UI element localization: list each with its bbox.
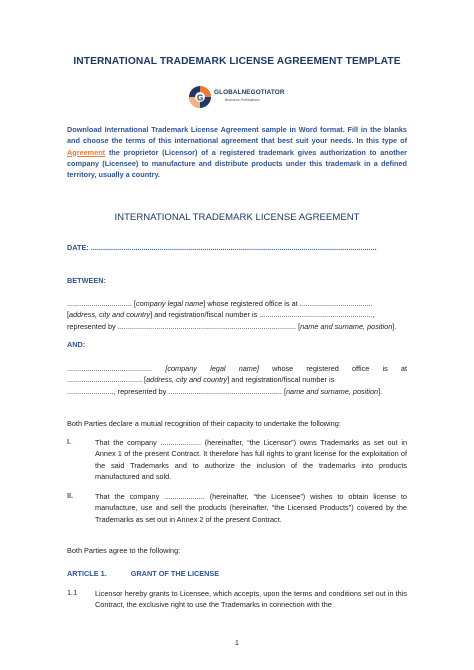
intro-text-2: the proprietor (Licensor) of a registered trademark gives authorization to another company (Licensee) to manufacture and distribute products under this trademark in a defined territory, usually a country. — [67, 147, 407, 180]
date-field: DATE: ............................................................................................................................................. — [67, 243, 377, 252]
between-label: BETWEEN: — [67, 276, 106, 285]
article-item-text: Licensor hereby grants to Licensee, which accepts, upon the terms and conditions set out in this Contract, the exclusive right to use the Trademarks in connection with the — [95, 589, 407, 610]
and-label: AND: — [67, 340, 86, 349]
licensee-line-3: ......................., represented by ........................................................ [name and surname, position]. — [67, 386, 383, 396]
intro-text-1: Download International Trademark License Agreement sample in Word format. Fill in the blanks and choose the terms of this international agreement that best suit your needs. In this type of — [67, 125, 407, 146]
globe-icon — [187, 84, 213, 110]
article-number: ARTICLE 1. — [67, 569, 107, 578]
licensor-line-3: represented by ........................................................................................ [name and surname, position]. — [67, 321, 397, 331]
article-item-number: 1.1 — [67, 588, 78, 597]
page-number: 1 — [235, 640, 239, 647]
licensee-line-2: ..................................... [address, city and country] and registration/fiscal number is — [67, 375, 335, 385]
agree-text: Both Parties agree to the following: — [67, 546, 181, 555]
agreement-heading: INTERNATIONAL TRADEMARK LICENSE AGREEMENT — [114, 212, 360, 223]
document-title: INTERNATIONAL TRADEMARK LICENSE AGREEMENT TEMPLATE — [73, 56, 401, 67]
agreement-link[interactable]: Agreement — [67, 147, 106, 157]
clause-text: That the company .................... (hereinafter, “the Licensor”) owns Trademarks as set out in Annex 1 of the present Contract. It therefore has full rights to grant license for the exploitation of the said Trademarks and to authorize the inclusion of the trademarks into products manufactured and sold. — [95, 438, 407, 481]
licensee-line-1: .......................................... [company legal name] whose registered office is at — [67, 364, 407, 373]
globalnegotiator-logo — [187, 83, 287, 111]
mutual-recognition-text: Both Parties declare a mutual recognition of their capacity to undertake the following: — [67, 419, 341, 428]
clause-text: That the company .................... (hereinafter, “the Licensee”) wishes to obtain license to manufacture, use and sell the products (hereinafter, "the Licensed Products") covered by the Trademarks as set out in Annex 2 of the present Contract. — [95, 492, 407, 524]
logo-name: GLOBALNEGOTIATOR — [214, 89, 285, 96]
clause-number: II. — [67, 491, 74, 500]
clause-number: I. — [67, 437, 72, 446]
licensor-block — [67, 298, 407, 332]
article-heading — [67, 569, 219, 578]
intro-paragraph — [67, 124, 407, 180]
licensor-line-1: ................................ [company legal name] whose registered office is at .................................... — [67, 299, 373, 308]
article-title: GRANT OF THE LICENSE — [130, 569, 220, 578]
licensee-block — [67, 363, 407, 397]
logo-tagline: Business Publications — [225, 98, 260, 102]
licensor-line-2: [address, city and country] and registration/fiscal number is ........................................................, — [67, 310, 375, 320]
svg-text:G: G — [197, 93, 204, 103]
